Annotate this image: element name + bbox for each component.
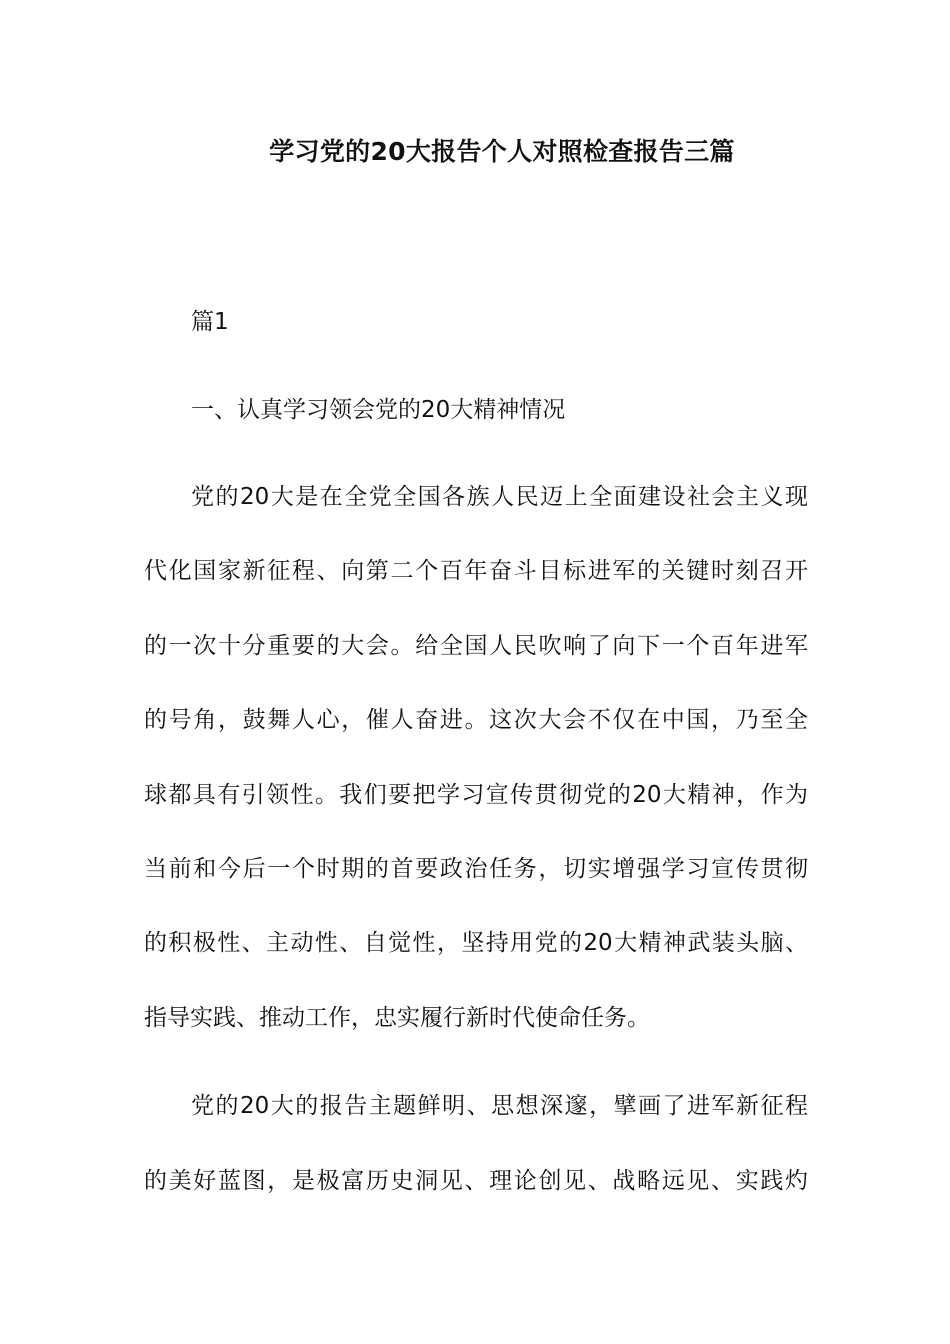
paragraph-line: 的积极性、主动性、自觉性，坚持用党的20大精神武装头脑、 <box>144 930 808 956</box>
paragraph-line: 代化国家新征程、向第二个百年奋斗目标进军的关键时刻召开 <box>144 558 808 584</box>
paragraph-line: 党的20大是在全党全国各族人民迈上全面建设社会主义现 <box>191 484 808 510</box>
section-label: 篇1 <box>191 309 229 335</box>
paragraph-line: 指导实践、推动工作，忠实履行新时代使命任务。 <box>144 1005 650 1031</box>
paragraph-line: 当前和今后一个时期的首要政治任务，切实增强学习宣传贯彻 <box>144 856 808 882</box>
paragraph-line: 的美好蓝图，是极富历史洞见、理论创见、战略远见、实践灼 <box>144 1168 808 1194</box>
document-title: 学习党的20大报告个人对照检查报告三篇 <box>269 137 735 166</box>
section-heading: 一、认真学习领会党的20大精神情况 <box>191 397 566 423</box>
paragraph-line: 的一次十分重要的大会。给全国人民吹响了向下一个百年进军 <box>144 633 808 659</box>
paragraph-line: 党的20大的报告主题鲜明、思想深邃，擘画了进军新征程 <box>191 1093 808 1119</box>
paragraph-line: 的号角，鼓舞人心，催人奋进。这次大会不仅在中国，乃至全 <box>144 707 808 733</box>
paragraph-line: 球都具有引领性。我们要把学习宣传贯彻党的20大精神，作为 <box>144 782 808 808</box>
